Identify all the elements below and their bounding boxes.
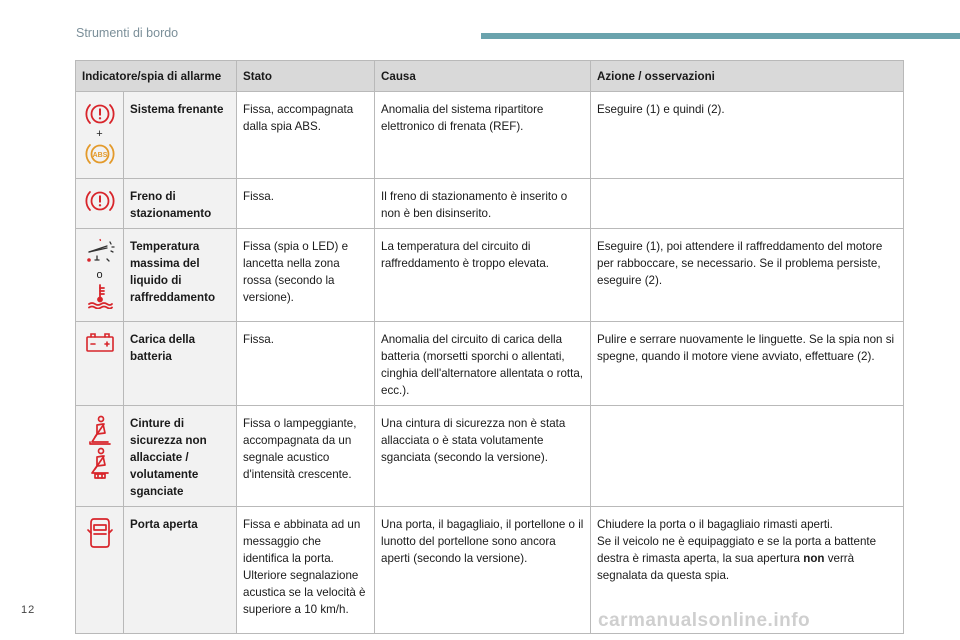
action-cell (591, 179, 904, 229)
cause-cell: Anomalia del circuito di carica della batteria (morsetti sporchi o allentati, cinghia dell'alternatore allentata o rotta, ecc.). (375, 322, 591, 406)
indicator-name: Cinture di sicurezza non allacciate / volutamente sganciate (124, 406, 237, 507)
state-cell: Fissa. (237, 179, 375, 229)
action-emphasis: non (803, 552, 825, 565)
table-row (76, 229, 904, 322)
page-number: 12 (21, 604, 36, 616)
state-cell: Fissa. (237, 322, 375, 406)
seatbelt-icon (86, 415, 114, 445)
cause-cell: Una porta, il bagagliaio, il portellone o il lunotto del portellone sono ancora aperti (secondo la versione). (375, 507, 591, 634)
indicator-name: Temperatura massima del liquido di raffreddamento (124, 229, 237, 322)
action-text: Se il veicolo ne è equipaggiato e se la porta a battente destra è rimasta aperta, la sua apertura (597, 535, 877, 565)
table-header-row (76, 61, 904, 92)
door-open-icon (86, 516, 114, 550)
indicator-name: Freno di stazionamento (124, 179, 237, 229)
section-accent-bar (481, 33, 960, 39)
action-cell: Pulire e serrare nuovamente le linguette. Se la spia non si spegne, quando il motore viene avviato, effettuare (2). (591, 322, 904, 406)
warning-lights-table (75, 60, 904, 634)
header-indicator: Indicatore/spia di allarme (76, 61, 237, 92)
abs-warning-icon (85, 141, 115, 167)
cause-cell: Il freno di stazionamento è inserito o non è ben disinserito. (375, 179, 591, 229)
coolant-temperature-icon (86, 283, 114, 309)
action-text-end: verrà segnalata da questa spia. (597, 552, 855, 582)
header-action: Azione / osservazioni (591, 61, 904, 92)
passenger-seatbelt-icon (86, 447, 114, 479)
header-cause: Causa (375, 61, 591, 92)
icon-separator: o (96, 269, 103, 281)
table-row (76, 179, 904, 229)
icon-cell (76, 92, 124, 179)
cause-cell: La temperatura del circuito di raffreddamento è troppo elevata. (375, 229, 591, 322)
battery-icon (84, 331, 116, 353)
icon-separator: + (96, 128, 103, 140)
indicator-name: Porta aperta (124, 507, 237, 634)
state-cell: Fissa (spia o LED) e lancetta nella zona rossa (secondo la versione). (237, 229, 375, 322)
state-cell: Fissa, accompagnata dalla spia ABS. (237, 92, 375, 179)
table-row (76, 406, 904, 507)
section-title: Strumenti di bordo (76, 26, 179, 40)
icon-cell (76, 507, 124, 634)
header-state: Stato (237, 61, 375, 92)
icon-cell (76, 179, 124, 229)
cause-cell: Una cintura di sicurezza non è stata allacciata o è stata volutamente sganciata (secondo la versione). (375, 406, 591, 507)
icon-cell (76, 322, 124, 406)
indicator-name: Carica della batteria (124, 322, 237, 406)
state-cell: Fissa o lampeggiante, accompagnata da un segnale acustico d'intensità crescente. (237, 406, 375, 507)
action-cell: Eseguire (1), poi attendere il raffreddamento del motore per rabboccare, se necessario. Se il problema persiste, eseguire (2). (591, 229, 904, 322)
brake-warning-icon (85, 188, 115, 214)
table-row (76, 322, 904, 406)
cause-cell: Anomalia del sistema ripartitore elettronico di frenata (REF). (375, 92, 591, 179)
icon-cell (76, 406, 124, 507)
svg-text:ABS: ABS (92, 152, 107, 159)
coolant-led-icon (83, 238, 117, 268)
state-cell: Fissa e abbinata ad un messaggio che identifica la porta. Ulteriore segnalazione acustica se la velocità è superiore a 10 km/h. (237, 507, 375, 634)
table-row (76, 92, 904, 179)
action-line: Chiudere la porta o il bagagliaio rimasti aperti. (597, 518, 833, 531)
watermark: carmanualsonline.info (598, 610, 811, 631)
brake-warning-icon (85, 101, 115, 127)
indicator-name: Sistema frenante (124, 92, 237, 179)
action-cell (591, 406, 904, 507)
action-cell: Eseguire (1) e quindi (2). (591, 92, 904, 179)
icon-cell (76, 229, 124, 322)
